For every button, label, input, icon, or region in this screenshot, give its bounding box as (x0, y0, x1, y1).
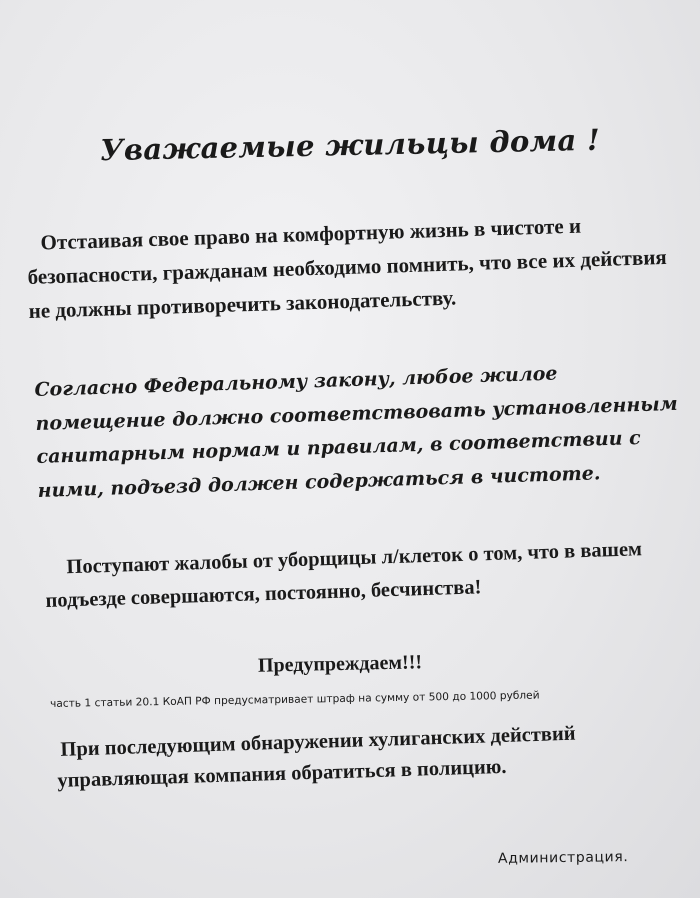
paragraph-police: При последующим обнаружении хулиганских действий управляющая компания обратиться в полицию. (57, 722, 576, 792)
warning-heading: Предупреждаем!!! (257, 651, 423, 677)
fine-note: часть 1 статьи 20.1 КоАП РФ предусматривает штраф на сумму от 500 до 1000 рублей (50, 689, 540, 710)
paragraph-federal-law: Согласно Федеральному закону, любое жилое помещение должно соответствовать установленным санитарным нормам и правилам, в соответствии с ними, подъезд должен содержаться в чистоте. (34, 362, 678, 502)
notice-title: Уважаемые жильцы дома ! (99, 122, 601, 168)
signature: Администрация. (497, 849, 629, 867)
paragraph-rights: Отстаивая свое право на комфортную жизнь в чистоте и безопасности, гражданам необходимо помнить, что все их действия не должны противоречить законодательству. (27, 213, 668, 323)
paragraph-complaints: Поступают жалобы от уборщицы л/клеток о том, что в вашем подъезде совершаются, постоянно, бесчинства! (45, 538, 643, 612)
